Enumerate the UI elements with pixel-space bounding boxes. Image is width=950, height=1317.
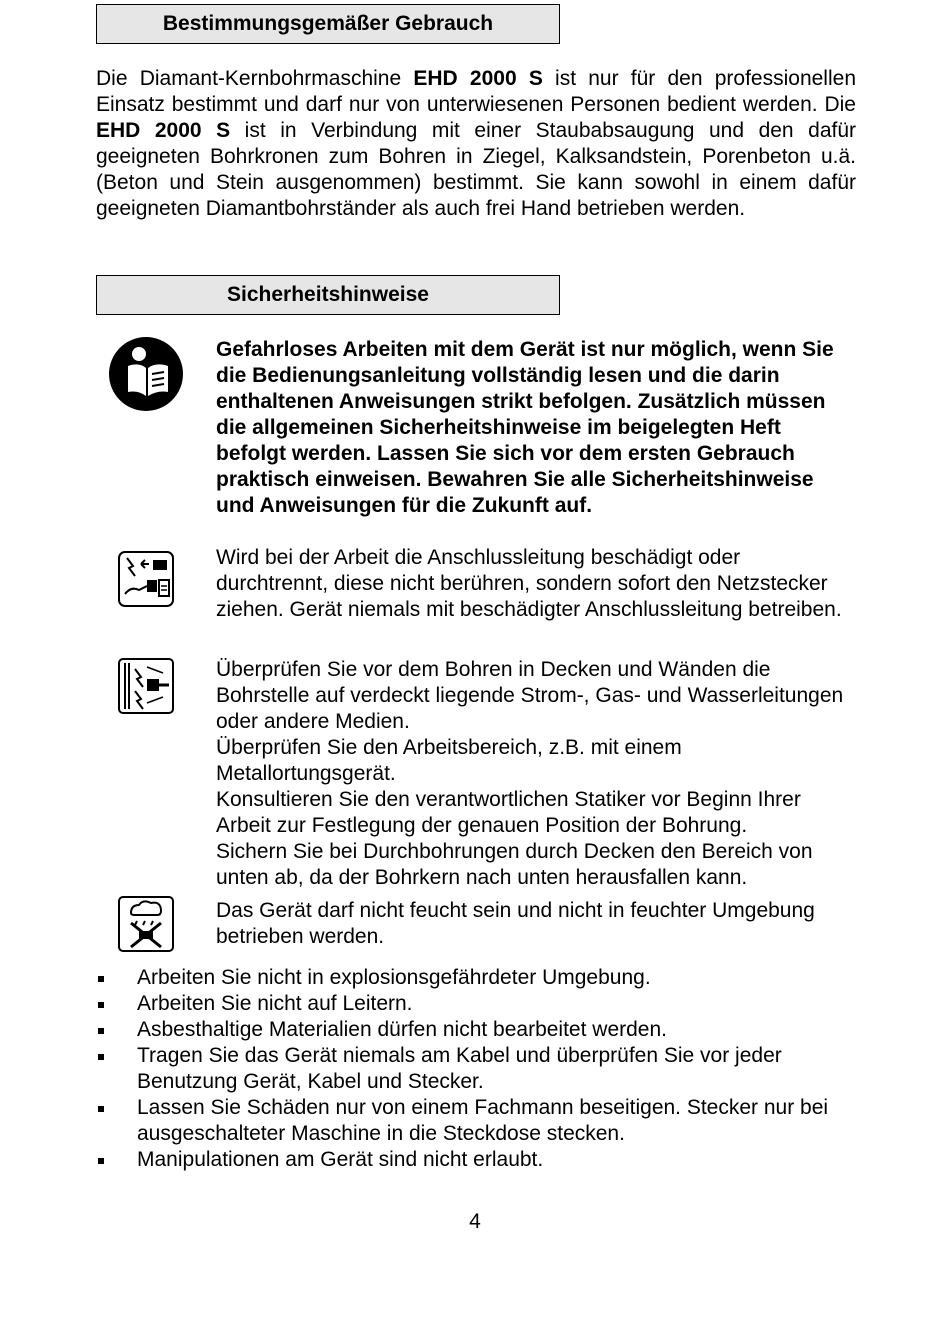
model-name: EHD 2000 S: [413, 67, 543, 90]
bullet-text: Arbeiten Sie nicht auf Leitern.: [137, 992, 413, 1015]
page-number: 4: [469, 1210, 481, 1233]
bullet-marker: [98, 1158, 104, 1164]
bullet-marker: [98, 1106, 104, 1112]
section-heading-text: Bestimmungsgemäßer Gebrauch: [162, 12, 494, 35]
warning-paragraph: Sichern Sie bei Durchbohrungen durch Decken den Bereich von unten ab, da der Bohrkern nach unten herausfallen kann.: [216, 840, 813, 889]
bullet-text: Tragen Sie das Gerät niemals am Kabel und überprüfen Sie vor jeder Benutzung Gerät, Kabel und Stecker.: [137, 1044, 782, 1093]
list-item: [96, 1043, 856, 1095]
section-heading-intended-use: [96, 4, 560, 44]
intro-text-1: Die Diamant-Kernbohrmaschine: [96, 67, 414, 90]
bullet-text: Asbesthaltige Materialien dürfen nicht bearbeitet werden.: [137, 1018, 667, 1041]
list-item: [96, 1095, 856, 1147]
no-moisture-icon: [108, 895, 184, 953]
bullet-text: Lassen Sie Schäden nur von einem Fachmann beseitigen. Stecker nur bei ausgeschalteter Maschine in die Steckdose stecken.: [137, 1096, 829, 1145]
intro-text-2: ist nur für den professionellen Einsatz bestimmt und darf nur von unterwiesenen Personen bedient werden. Die: [96, 67, 857, 116]
bullet-text: Manipulationen am Gerät sind nicht erlaubt.: [137, 1148, 544, 1171]
list-item: [96, 1017, 856, 1043]
section-heading-text: Sicherheitshinweise: [227, 283, 429, 306]
read-manual-icon: [108, 336, 184, 412]
list-item: [96, 965, 856, 991]
hidden-lines-wall-icon: [108, 657, 184, 715]
warning-read-manual: Gefahrloses Arbeiten mit dem Gerät ist nur möglich, wenn Sie die Bedienungsanleitung vollständig lesen und die darin enthaltenen Anweisungen strikt befolgen. Zusätzlich müssen die allgemeinen Sicherheitshinweise im beigelegten Heft befolgt werden. Lassen Sie sich vor dem ersten Gebrauch praktisch einweisen. Bewahren Sie alle Sicherheitshinweise und Anweisungen für die Zukunft auf.: [216, 338, 834, 517]
warning-no-moisture: Das Gerät darf nicht feucht sein und nicht in feuchter Umgebung betrieben werden.: [216, 899, 815, 948]
intro-text-3: ist in Verbindung mit einer Staubabsaugung und den dafür geeigneten Bohrkronen zum Bohren in Ziegel, Kalksandstein, Porenbeton u.ä. (Beton und Stein ausgenommen) bestimmt. Sie kann sowohl in einem dafür geeigneten Diamantbohrständer als auch frei Hand betrieben werden.: [96, 119, 857, 220]
model-name: EHD 2000 S: [96, 119, 231, 142]
bullet-marker: [98, 1002, 104, 1008]
intended-use-paragraph: [96, 66, 856, 222]
damaged-cable-unplug-icon: [108, 550, 184, 608]
warning-damaged-cable: Wird bei der Arbeit die Anschlussleitung beschädigt oder durchtrennt, diese nicht berühren, sondern sofort den Netzstecker ziehen. Gerät niemals mit beschädigter Anschlussleitung betreiben.: [216, 546, 842, 621]
bullet-marker: [98, 1054, 104, 1060]
bullet-marker: [98, 976, 104, 982]
section-heading-safety: [96, 275, 560, 315]
warning-paragraph: Überprüfen Sie vor dem Bohren in Decken und Wänden die Bohrstelle auf verdeckt liegende Strom-, Gas- und Wasserleitungen oder andere Medien.: [216, 658, 844, 733]
warning-hidden-lines: [216, 657, 856, 891]
list-item: [96, 1147, 856, 1173]
warning-paragraph: Konsultieren Sie den verantwortlichen Statiker vor Beginn Ihrer Arbeit zur Festlegung der genauen Position der Bohrung.: [216, 788, 801, 837]
bullet-text: Arbeiten Sie nicht in explosionsgefährdeter Umgebung.: [137, 966, 651, 989]
warning-paragraph: Überprüfen Sie den Arbeitsbereich, z.B. mit einem Metallortungsgerät.: [216, 736, 682, 785]
safety-bullet-list: [96, 965, 856, 1173]
list-item: [96, 991, 856, 1017]
bullet-marker: [98, 1028, 104, 1034]
